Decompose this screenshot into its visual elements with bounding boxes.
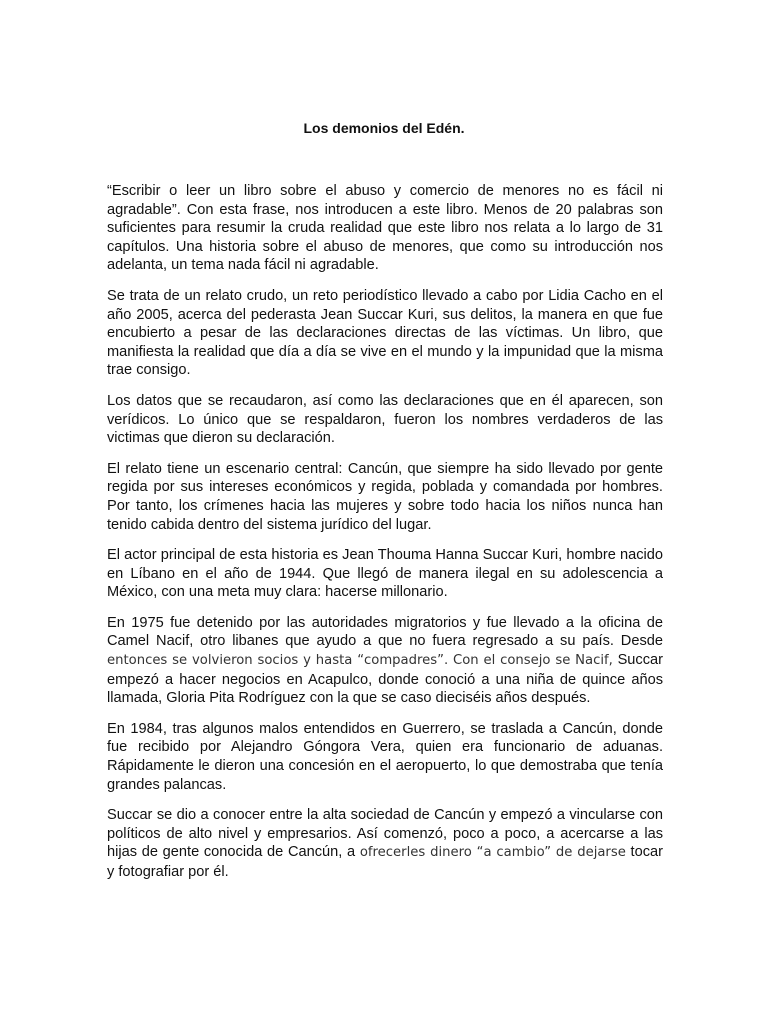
paragraph-text: “Escribir o leer un libro sobre el abuso y comercio de menores no es fácil ni agradable”. Con esta frase, nos introducen a este libro. Menos de 20 palabras son	[107, 183, 663, 218]
paragraph-7	[107, 720, 663, 794]
paragraph-5	[107, 546, 663, 602]
paragraph-text: El relato tiene un escenario central: Cancún, que siempre ha sido llevado por gente regida por sus intereses económicos y regida, poblada y comandada por hombres. Por tanto, los crímenes hacia las mujeres y sobre todo hacia los niños nunca han tenido cabida dentro del sistema jurídico del lugar.	[107, 460, 663, 533]
paragraph-4	[107, 460, 663, 534]
paragraph-2	[107, 287, 663, 380]
paragraph-text: tocar y fotografiar por él.	[107, 844, 663, 880]
paragraph-text: Los datos que se recaudaron, así como las declaraciones que en él aparecen, son verídicos. Lo único que se respaldaron, fueron los nombres verdaderos de las victimas que dieron su declaración.	[107, 392, 663, 447]
paragraph-text: En 1984, tras algunos malos entendidos en Guerrero, se traslada a Cancún, donde fue recibido por Alejandro Góngora Vera, quien era funcionario de aduanas. Rápidamente le dieron una concesión en el aeropuerto, lo que demostraba que tenía grandes palancas.	[107, 720, 663, 793]
document-title: Los demonios del Edén.	[303, 120, 465, 136]
paragraph-text-alt-font: entonces se volvieron socios y hasta “compadres”. Con el consejo se Nacif,	[107, 653, 613, 669]
paragraph-6	[107, 614, 663, 708]
paragraph-text-alt-font: ofrecerles dinero “a cambio” de dejarse	[359, 845, 626, 861]
paragraph-8	[107, 806, 663, 881]
paragraph-1	[107, 182, 663, 275]
paragraph-text: El actor principal de esta historia es Jean Thouma Hanna Succar Kuri, hombre nacido en Líbano en el año de 1944. Que llegó de manera ilegal en su adolescencia a México, con una meta muy clara: hacerse millonario.	[107, 547, 663, 601]
paragraph-3	[107, 392, 663, 448]
paragraph-text: En 1975 fue detenido por las autoridades migratorios y fue llevado a la oficina de Camel Nacif, otro libanes que ayudo a que no fuera regresado a su país. Desde	[107, 614, 663, 650]
paragraph-text: Se trata de un relato crudo, un reto periodístico llevado a cabo por Lidia Cacho en el año 2005, acerca del pederasta Jean Succar Kuri, sus delitos, la manera en que fue encubierto a pesar de las declaraciones directas de las víctimas. Un libro, que manifiesta la realidad que día a día se vive en el mundo y la impunidad que la misma trae consigo.	[107, 287, 663, 379]
paragraph-text: Succar se dio a conocer entre la alta sociedad de Cancún y empezó a vincularse con políticos de alto nivel y empresarios. Así comenzó, poco a poco, a acercarse a las hijas de gente conocida de Cancún, a	[107, 807, 663, 861]
document-body	[107, 182, 663, 894]
paragraph-text: suficientes para resumir la cruda realidad que este libro nos relata a lo largo de 31 capítulos. Una historia sobre el abuso de menores, que como su introducción nos adelanta, un tema nada fácil ni agradable.	[107, 220, 663, 274]
paragraph-text: Succar empezó a hacer negocios en Acapulco, donde conoció a una niña de quince años llamada, Gloria Pita Rodríguez con la que se caso dieciséis años después.	[107, 652, 663, 707]
